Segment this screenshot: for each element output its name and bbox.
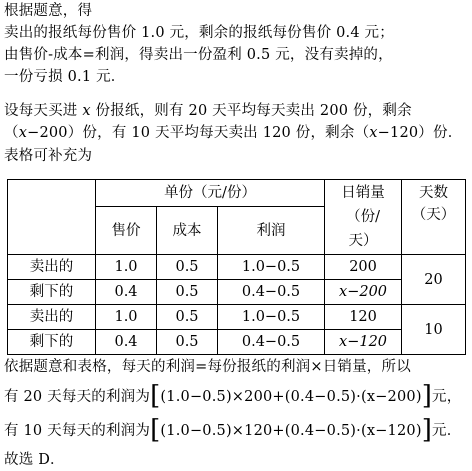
conclusion-line-2: 有 20 天每天的利润为[(1.0−0.5)×200+(0.4−0.5)·(x−200)]元， (4, 381, 462, 411)
row-profit: 0.4−0.5 (218, 280, 325, 305)
row-sales: 200 (325, 255, 402, 280)
row-sales: x−200 (325, 280, 402, 305)
header-days: 天数 （天） (402, 180, 466, 255)
table-row (8, 305, 466, 330)
table-row (8, 255, 466, 280)
intro-line-1: 根据题意，得 (4, 3, 93, 19)
table-row (8, 330, 466, 355)
header-sales: 日销量 （份/ 天） (325, 180, 402, 255)
profit-expression-20: (1.0−0.5)×200+(0.4−0.5)·(x−200) (160, 389, 422, 405)
days-cell: 20 (402, 255, 466, 305)
data-table (7, 179, 466, 355)
intro-line-5: 设每天买进 x 份报纸，则有 20 天平均每天卖出 200 份，剩余 (4, 103, 412, 119)
header-price: 售价 (96, 207, 157, 255)
row-sales: x−120 (325, 330, 402, 355)
row-price: 0.4 (96, 280, 157, 305)
intro-line-7: 表格可补充为 (4, 148, 93, 164)
header-profit: 利润 (218, 207, 325, 255)
header-cost: 成本 (157, 207, 218, 255)
row-cost: 0.5 (157, 255, 218, 280)
intro-line-6: （x−200）份，有 10 天平均每天卖出 120 份，剩余（x−120）份． (4, 125, 463, 141)
row-price: 0.4 (96, 330, 157, 355)
row-cost: 0.5 (157, 305, 218, 330)
table-corner-cell (8, 180, 96, 255)
row-label: 卖出的 (8, 305, 96, 330)
intro-line-4: 一份亏损 0.1 元． (4, 69, 126, 85)
conclusion-line-1: 依据题意和表格，每天的利润=每份报纸的利润×日销量，所以 (4, 359, 411, 375)
intro-line-2: 卖出的报纸每份售价 1.0 元，剩余的报纸每份售价 0.4 元； (4, 25, 394, 41)
conclusion-line-4: 故选 D． (4, 452, 65, 468)
row-profit: 1.0−0.5 (218, 255, 325, 280)
row-profit: 1.0−0.5 (218, 305, 325, 330)
intro-line-3: 由售价-成本=利润，得卖出一份盈利 0.5 元，没有卖掉的， (4, 47, 393, 63)
row-price: 1.0 (96, 255, 157, 280)
days-cell: 10 (402, 305, 466, 355)
row-label: 剩下的 (8, 280, 96, 305)
header-unit: 单份（元/份） (96, 180, 325, 207)
row-sales: 120 (325, 305, 402, 330)
profit-expression-10: (1.0−0.5)×120+(0.4−0.5)·(x−120) (160, 423, 422, 439)
conclusion-line-3: 有 10 天每天的利润为[(1.0−0.5)×120+(0.4−0.5)·(x−120)]元． (4, 415, 462, 445)
row-label: 卖出的 (8, 255, 96, 280)
row-cost: 0.5 (157, 330, 218, 355)
row-profit: 0.4−0.5 (218, 330, 325, 355)
row-price: 1.0 (96, 305, 157, 330)
table-row (8, 280, 466, 305)
row-cost: 0.5 (157, 280, 218, 305)
row-label: 剩下的 (8, 330, 96, 355)
